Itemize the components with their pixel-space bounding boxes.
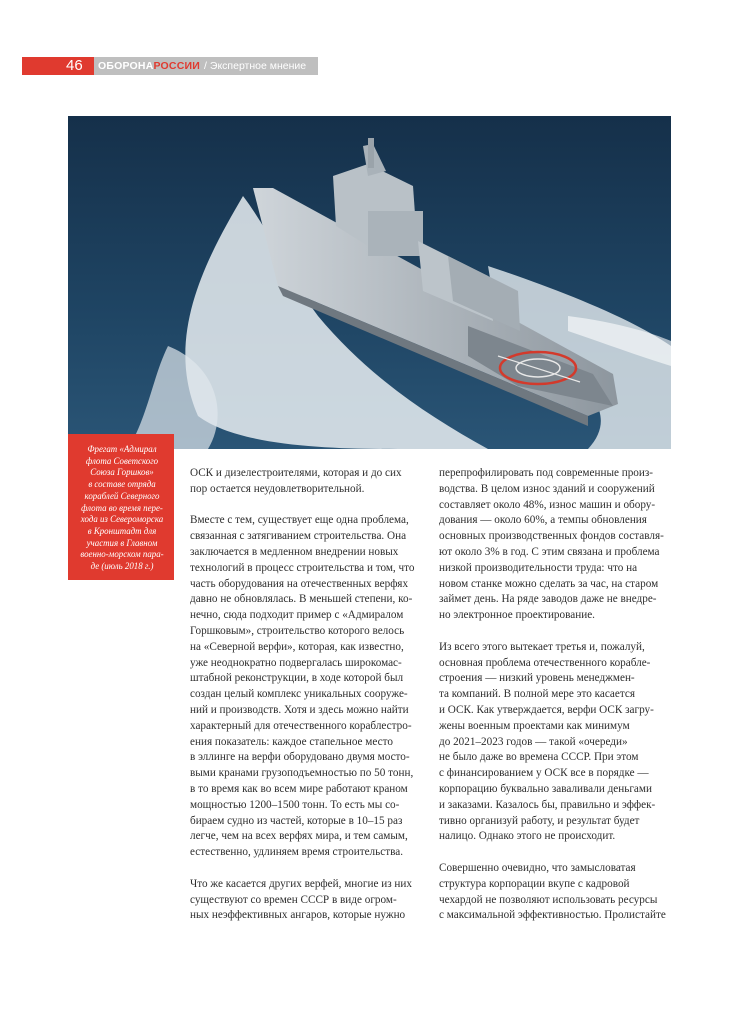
article-line: Горшковым», строительство которого велось <box>190 624 405 637</box>
caption-line: Фрегат «Адмирал <box>87 444 157 454</box>
article-paragraph <box>190 466 422 498</box>
article-line: тивно организуй работу, и результат будет <box>439 814 640 827</box>
article-line: та компаний. В полной мере это касается <box>439 688 635 701</box>
article-line: низкой производительности труда: что на <box>439 561 638 574</box>
article-line: Совершенно очевидно, что замысловатая <box>439 861 636 874</box>
caption-line: в Кронштадт для <box>87 525 157 536</box>
article-line: существуют со времен СССР в виде огром- <box>190 893 397 906</box>
article-line: легче, чем на всех верфях мира, и тем самым, <box>190 830 408 843</box>
article-line: не было даже во времена СССР. При этом <box>439 751 639 764</box>
article-line: нечно, сюда подходит пример с «Адмиралом <box>190 609 404 622</box>
article-line: характерный для отечественного кораблестро- <box>190 719 412 732</box>
article-line: в то время как во всем мире работают краном <box>190 782 408 795</box>
article-line: ных неэффективных ангаров, которые нужно <box>190 909 406 922</box>
article-line: и ОСК. Как утверждается, верфи ОСК загру- <box>439 703 654 716</box>
article-line: Вместе с тем, существует еще одна проблема, <box>190 514 409 527</box>
frigate-photo <box>68 116 671 449</box>
article-line: штабной реконструкции, в ходе которой был <box>190 672 404 685</box>
article-line: составляет около 48%, износ машин и обору- <box>439 498 656 511</box>
article-column-left <box>190 466 422 940</box>
article-line: перепрофилировать под современные произ- <box>439 467 654 479</box>
photo-caption <box>68 434 174 580</box>
article-line: ют около 3% в год. С этим связана и проблема <box>439 545 660 558</box>
article-line: в эллинге на верфи оборудовано двумя мосто- <box>190 751 410 764</box>
article-line: основных производственных фондов составля- <box>439 530 664 543</box>
caption-line: кораблей Северного <box>84 490 160 501</box>
article-line: пор остается неудовлетворительной. <box>190 482 365 495</box>
caption-line: флота Советского <box>85 455 159 466</box>
article-line: технологий в процесс строительства и том, что <box>190 561 415 574</box>
article-line: выми кранами грузоподъемностью по 50 тонн, <box>190 767 414 780</box>
article-line: и заказами. Казалось бы, правильно и эффек- <box>439 798 656 811</box>
article-line: связанная с затягиванием строительства. Она <box>190 530 407 543</box>
caption-line: де (июль 2018 г.) <box>90 561 154 572</box>
article-line: новом станке можно сделать за час, на старом <box>439 577 659 590</box>
article-line: с финансированием у ОСК все в порядке — <box>439 767 649 780</box>
caption-line: в составе отряда <box>88 479 156 490</box>
article-line: ний и производств. Хотя и здесь можно найти <box>190 703 409 716</box>
article-line: бираем судно из частей, которые в 10–15 раз <box>190 814 403 827</box>
article-line: до 2021–2023 годов — такой «очереди» <box>439 735 628 748</box>
article-line: Из всего этого вытекает третья и, пожалуй, <box>439 640 645 653</box>
caption-line: хода из Североморска <box>80 514 164 525</box>
article-line: заключается в медленном внедрении новых <box>190 545 399 558</box>
article-paragraph <box>439 640 671 845</box>
page-number: 46 <box>22 57 94 75</box>
article-line: на «Северной верфи», которая, как известно, <box>190 640 404 653</box>
article-paragraph <box>190 877 422 924</box>
article-line: займет день. На ряде заводов даже не внедре- <box>439 593 657 606</box>
article-column-right <box>439 466 671 940</box>
article-line: ОСК и дизелестроителями, которая и до сих <box>190 467 402 479</box>
section-name: Экспертное мнение <box>209 60 307 72</box>
article-line: водства. В целом износ зданий и сооружений <box>439 482 655 495</box>
magazine-title <box>94 57 318 75</box>
article-line: с максимальной эффективностью. Пролистайте <box>439 909 666 922</box>
article-line: строения — низкий уровень менеджмен- <box>439 672 635 685</box>
article-line: чехардой не позволяют использовать ресурсы <box>439 893 658 906</box>
article-line: уже неоднократно подвергалась широкомас- <box>190 656 402 669</box>
article-line: естественно, удлиняем время строительства. <box>190 846 403 859</box>
article-line: основная проблема отечественного корабле- <box>439 656 651 669</box>
article-line: мощностью 1200–1500 тонн. То есть мы со- <box>190 798 400 811</box>
article-line: давно не обновлялась. В меньшей степени, ко- <box>190 593 413 606</box>
article-paragraph <box>439 466 671 624</box>
page-header <box>22 57 318 75</box>
article-paragraph <box>439 861 671 924</box>
article-line: структура корпорации вкупе с кадровой <box>439 877 630 890</box>
magazine-title-part2: РОССИИ <box>153 60 200 72</box>
article-line: ения показатель: каждое стапельное место <box>190 735 393 748</box>
article-line: но электронное проектирование. <box>439 609 595 622</box>
caption-line: участия в Главном <box>86 537 158 548</box>
article-line: создан целый комплекс уникальных сооруже- <box>190 688 408 701</box>
article-line: жены военным проектами как минимум <box>439 719 630 732</box>
article-line: Что же касается других верфей, многие из них <box>190 877 412 890</box>
article-line: налицо. Однако этого не происходит. <box>439 830 616 843</box>
article-line: дования — около 60%, а темпы обновления <box>439 514 647 527</box>
magazine-title-part1: ОБОРОНА <box>98 60 154 72</box>
article-line: часть оборудования на отечественных верфях <box>190 577 409 590</box>
header-separator: / <box>203 60 207 72</box>
article-paragraph <box>190 513 422 861</box>
caption-line: военно-морском пара- <box>80 549 164 560</box>
article-line: корпорацию буквально заваливали деньгами <box>439 782 652 795</box>
frigate-illustration <box>68 116 671 449</box>
caption-line: флота во время пере- <box>81 502 163 513</box>
caption-line: Союза Горшков» <box>90 467 154 478</box>
